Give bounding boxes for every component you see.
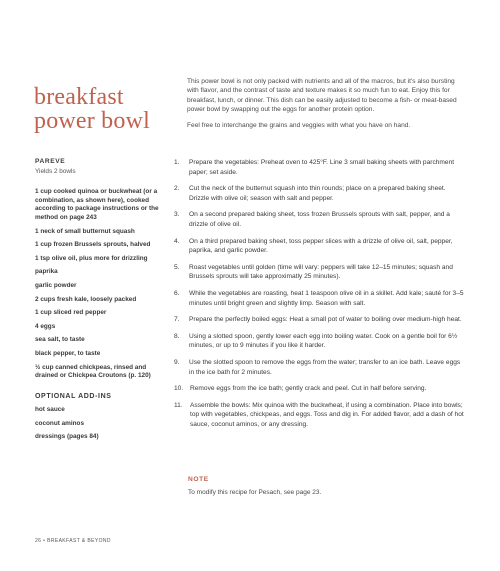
- instruction-step: [174, 384, 464, 394]
- ingredient-item: black pepper, to taste: [35, 349, 101, 357]
- intro-paragraph: Feel free to interchange the grains and veggies with what you have on hand.: [187, 121, 411, 129]
- instructions-list: [174, 158, 464, 436]
- ingredient-item: 1 cup sliced red pepper: [35, 309, 107, 317]
- title-line-2: power bowl: [34, 108, 150, 134]
- addins-list: [35, 406, 165, 442]
- ingredient-item: 2 cups fresh kale, loosely packed: [35, 295, 137, 303]
- ingredient-item: 1 neck of small butternut squash: [35, 227, 135, 235]
- instruction-step: [174, 289, 464, 308]
- instruction-step: [174, 210, 464, 229]
- step-number: 1.: [174, 159, 180, 166]
- note-heading: NOTE: [188, 476, 209, 483]
- addin-item: dressings (pages 84): [35, 433, 99, 441]
- step-number: 3.: [174, 211, 180, 219]
- intro: [187, 77, 467, 136]
- ingredient-item: garlic powder: [35, 281, 77, 289]
- page-footer: 26 • BREAKFAST & BEYOND: [35, 538, 111, 544]
- step-number: 9.: [174, 358, 180, 366]
- step-number: 6.: [174, 289, 180, 297]
- intro-paragraph: This power bowl is not only packed with nutrients and all of the macros, but it's also bursting with flavor, and the contrast of taste and texture makes it so much fun to eat. Enjoy this for breakfast, lunch, or dinner. This dish can be easily adjusted to become a fish- or meat-based power bowl by swapping out the eggs for another protein option.: [187, 78, 457, 114]
- step-text: Assemble the bowls: Mix quinoa with the buckwheat, if using a combination. Place into bowls; top with vegetables, chickpeas, and eggs. Toss and dig in. For added flavor, add a dash of hot sauce, coconut aminos, or any dressing.: [190, 401, 464, 428]
- category-label: PAREVE: [35, 158, 66, 165]
- ingredient-item: 1 cup cooked quinoa or buckwheat (or a combination, as shown here), cooked according to package instructions or the method on page 243: [35, 188, 159, 221]
- step-number: 7.: [174, 316, 180, 324]
- step-text: Roast vegetables until golden (time will vary: peppers will take 12–15 minutes; squash and Brussels sprouts will take approximatly 25 minutes).: [189, 263, 453, 281]
- recipe-title: [34, 85, 174, 133]
- instruction-step: [174, 401, 464, 430]
- instruction-step: [174, 184, 464, 203]
- ingredient-list: [35, 188, 165, 381]
- step-text: Prepare the vegetables: Preheat oven to 425°F. Line 3 small baking sheets with parchment paper; set aside.: [189, 159, 455, 176]
- step-number: 5.: [174, 263, 180, 271]
- step-text: Prepare the perfectly boiled eggs: Heat a small pot of water to boiling over medium-high heat.: [189, 316, 462, 324]
- instruction-step: [174, 158, 464, 177]
- ingredient-item: 4 eggs: [35, 322, 56, 330]
- ingredient-item: paprika: [35, 268, 58, 276]
- note-text: To modify this recipe for Pesach, see page 23.: [188, 489, 322, 496]
- instruction-step: [174, 332, 464, 351]
- step-text: Use the slotted spoon to remove the eggs from the water; transfer to an ice bath. Leave eggs in the ice bath for 2 minutes.: [189, 358, 461, 376]
- ingredients-sidebar: [35, 158, 165, 447]
- step-text: Using a slotted spoon, gently lower each egg into boiling water. Cook on a gentle boil for 6½ minutes, or up to 9 minutes if you like it harder.: [189, 332, 458, 350]
- step-text: Remove eggs from the ice bath; gently crack and peel. Cut in half before serving.: [190, 385, 427, 393]
- ingredient-item: 1 cup frozen Brussels sprouts, halved: [35, 241, 151, 249]
- yields-label: Yields 2 bowls: [35, 167, 76, 175]
- step-number: 10.: [174, 385, 184, 393]
- step-text: Cut the neck of the butternut squash into thin rounds; place on a prepared baking sheet. Drizzle with olive oil; season with salt and pepper.: [189, 185, 446, 202]
- addins-heading: OPTIONAL ADD-INS: [35, 392, 112, 400]
- ingredient-item: 1 tsp olive oil, plus more for drizzling: [35, 254, 148, 262]
- instruction-step: [174, 358, 464, 377]
- step-number: 11.: [174, 401, 183, 409]
- title-line-1: breakfast: [34, 84, 124, 110]
- step-text: On a second prepared baking sheet, toss frozen Brussels sprouts with salt, pepper, and a drizzle of olive oil.: [189, 211, 450, 228]
- step-number: 8.: [174, 332, 180, 340]
- ingredient-item: sea salt, to taste: [35, 336, 85, 344]
- addin-item: hot sauce: [35, 406, 65, 414]
- instruction-step: [174, 263, 464, 282]
- addin-item: coconut aminos: [35, 419, 85, 427]
- instruction-step: [174, 315, 464, 325]
- ingredient-item: ½ cup canned chickpeas, rinsed and drained or Chickpea Croutons (p. 120): [35, 363, 151, 380]
- step-text: While the vegetables are roasting, heat 1 teaspoon olive oil in a skillet. Add kale; sauté for 3–5 minutes until bright green and slightly limp. Season with salt.: [189, 289, 464, 307]
- step-number: 2.: [174, 185, 180, 193]
- step-number: 4.: [174, 237, 180, 245]
- step-text: On a third prepared baking sheet, toss pepper slices with a drizzle of olive oil, salt, pepper, paprika, and garlic powder.: [189, 237, 453, 255]
- instruction-step: [174, 237, 464, 256]
